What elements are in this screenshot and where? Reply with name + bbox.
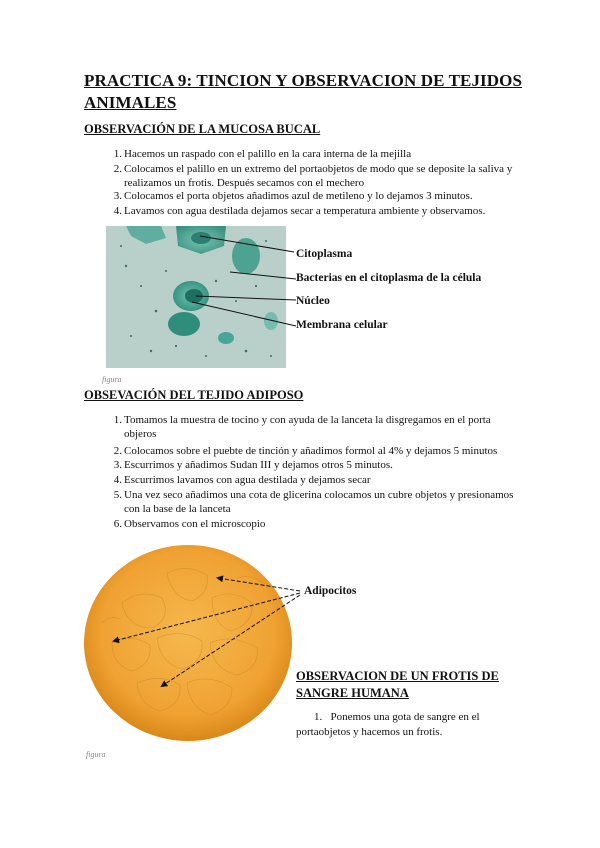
step-text: portaobjetos y hacemos un frotis. xyxy=(296,726,443,738)
step-number: 3. xyxy=(113,190,122,202)
step-number: 1. xyxy=(314,711,323,723)
step-number: 4. xyxy=(113,205,122,217)
step-text: con la base de la lanceta xyxy=(124,503,231,515)
step-number: 2. xyxy=(113,163,122,175)
step-text: Escurrimos y añadimos Sudan III y dejamos otros 5 minutos. xyxy=(124,459,393,471)
figure-caption: figura xyxy=(86,750,106,759)
section-heading-sangre: OBSERVACION DE UN FROTIS DE SANGRE HUMANA xyxy=(296,669,499,700)
step-text: Lavamos con agua destilada dejamos secar a temperatura ambiente y observamos. xyxy=(124,205,486,217)
step-text: Observamos con el microscopio xyxy=(124,518,266,530)
step-number: 6. xyxy=(113,518,122,530)
step-line xyxy=(296,710,526,725)
step-text: Colocamos sobre el puebte de tinción y añadimos formol al 4% y dejamos 5 minutos xyxy=(124,445,498,457)
label-membrana: Membrana celular xyxy=(296,319,388,331)
step-number: 1. xyxy=(113,414,122,426)
label-nucleo: Núcleo xyxy=(296,295,330,307)
step-number: 5. xyxy=(113,489,122,501)
step-number: 1. xyxy=(113,148,122,160)
step-text: objeros xyxy=(124,428,157,440)
step-text: Tomamos la muestra de tocino y con ayuda de la lanceta la disgregamos en el porta xyxy=(124,414,491,426)
step-text: Colocamos el porta objetos añadimos azul de metileno y lo dejamos 3 minutos. xyxy=(124,190,473,202)
step-number: 3. xyxy=(113,459,122,471)
step-text: Escurrimos lavamos con agua destilada y dejamos secar xyxy=(124,474,371,486)
sangre-step xyxy=(296,710,526,740)
step-number: 2. xyxy=(113,445,122,457)
section-heading-mucosa: OBSERVACIÓN DE LA MUCOSA BUCAL xyxy=(84,122,321,136)
label-bacterias: Bacterias en el citoplasma de la célula xyxy=(296,272,482,284)
step-text: Colocamos el palillo en un extremo del portaobjetos de modo que se deposite la saliva y xyxy=(124,163,513,175)
page-title: PRACTICA 9: TINCION Y OBSERVACION DE TEJIDOS ANIMALES xyxy=(84,71,523,112)
label-citoplasma: Citoplasma xyxy=(296,248,353,260)
step-number: 4. xyxy=(113,474,122,486)
step-text: Ponemos una gota de sangre en el xyxy=(330,711,480,723)
step-text: Una vez seco añadimos una cota de glicerina colocamos un cubre objetos y presionamos xyxy=(124,489,514,501)
step-text: realizamos un frotis. Después secamos con el mechero xyxy=(124,177,365,189)
label-adipocitos: Adipocitos xyxy=(304,585,357,597)
step-text: Hacemos un raspado con el palillo en la cara interna de la mejilla xyxy=(124,148,412,160)
section-heading-adiposo: OBSEVACIÓN DEL TEJIDO ADIPOSO xyxy=(84,388,304,402)
figure-caption: figura xyxy=(102,375,122,384)
